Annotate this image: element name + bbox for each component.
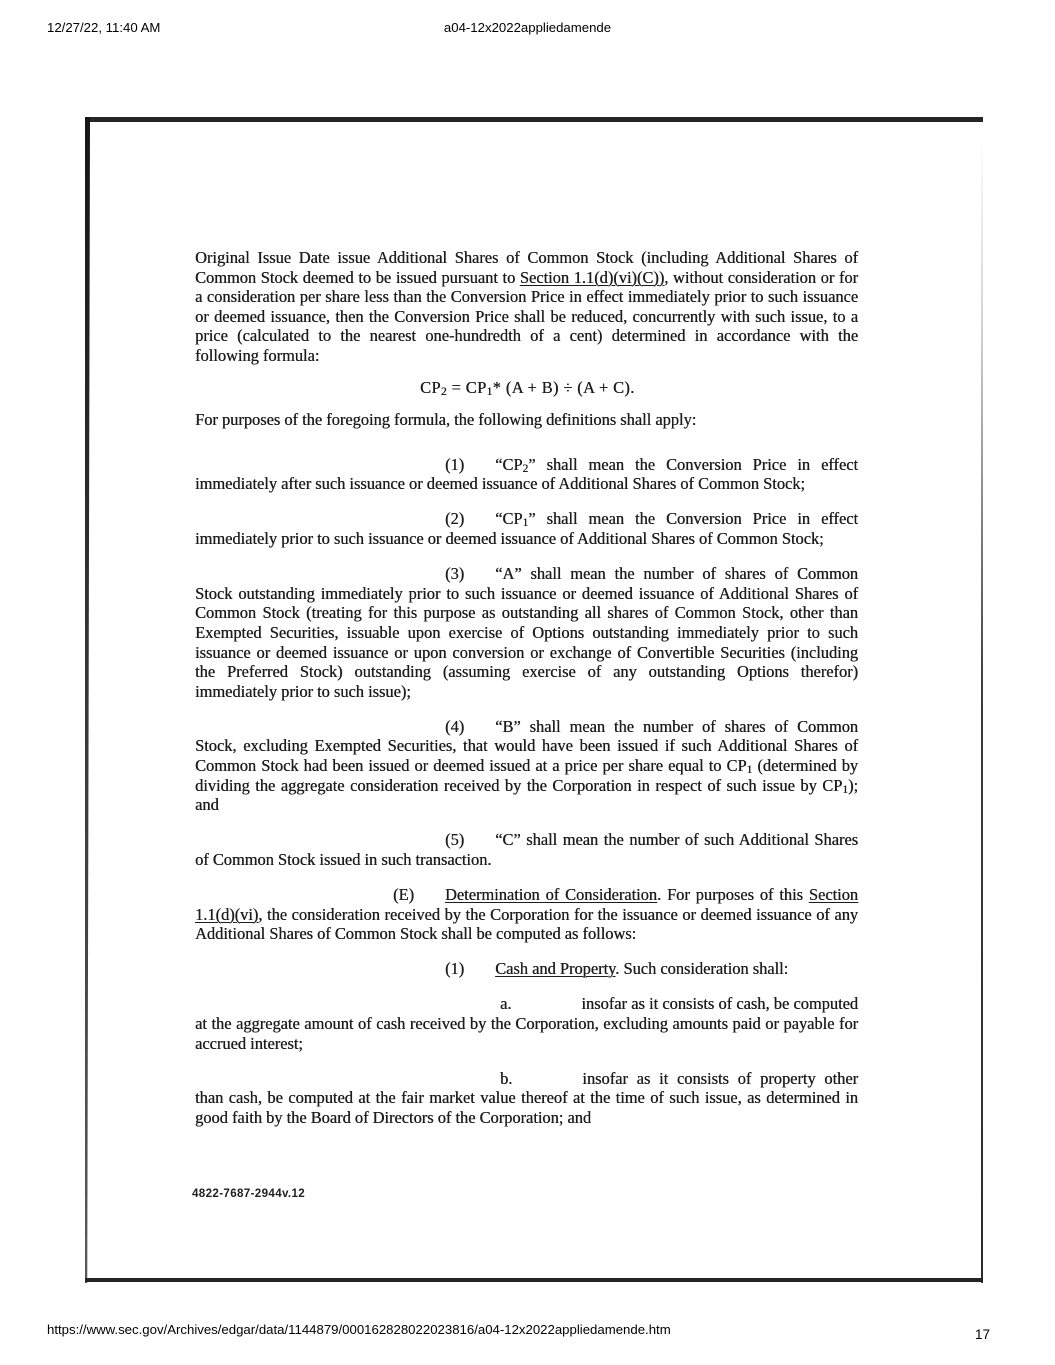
text-run: ” shall mean the Conversion Price in effect immediately prior to such issuance or deemed issuance of Additional Shares of Common Stock; (195, 509, 858, 549)
text-run: (3) (445, 564, 465, 584)
subscript: 2 (522, 462, 529, 475)
text-run: “B” shall mean the number of shares of Common Stock, excluding Exempted Securities, that would have been issued if such Additional Shares of Common Stock had been issued or deemed issued at a price per share equal to CP (195, 716, 858, 775)
print-header-title: a04-12x2022appliedamende (443, 20, 612, 35)
definition-cp2 (195, 455, 858, 494)
conversion-price-formula (195, 378, 858, 398)
text-run: (2) (445, 509, 465, 529)
underlined-reference: Section 1.1(d)(vi)(C)) (519, 267, 665, 287)
subscript: 1 (522, 517, 529, 530)
text-run: insofar as it consists of property other than cash, be computed at the fair market value thereof at the time of such issue, as determined in good faith by the Board of Directors of the Corporation; and (195, 1068, 858, 1127)
text-run: “CP (495, 454, 523, 474)
text-run: a. (500, 994, 512, 1014)
underlined-reference: Cash and Property (495, 959, 616, 979)
page-border-left (85, 117, 90, 1283)
cash-and-property (195, 959, 858, 979)
subscript: 1 (842, 783, 848, 796)
underlined-reference: Section 1.1(d)(vi) (195, 884, 858, 924)
subscript: 1 (746, 763, 753, 776)
page-border-top (85, 117, 983, 122)
text-run: (4) (445, 716, 465, 736)
text-run: (1) (445, 454, 465, 474)
determination-of-consideration (195, 885, 858, 944)
text-run: For purposes of the foregoing formula, the following definitions shall apply: (195, 410, 697, 430)
definition-c (195, 830, 858, 869)
subscript: 1 (486, 386, 493, 399)
text-run: . For purposes of this (656, 884, 809, 904)
definition-a (195, 564, 858, 701)
text-run: “C” shall mean the number of such Additional Shares of Common Stock issued in such transaction. (195, 830, 858, 869)
text-run: “CP (495, 509, 523, 529)
text-run: (determined by dividing the aggregate consideration received by the Corporation in respect of such issue by CP (195, 755, 858, 795)
definition-cp1 (195, 509, 858, 548)
document-body (195, 248, 858, 1143)
text-run: (E) (393, 884, 414, 904)
text-run: CP (420, 378, 441, 398)
text-run: b. (500, 1068, 513, 1088)
intro-paragraph (195, 248, 858, 366)
text-run: (1) (445, 959, 465, 979)
print-footer-page-number: 17 (974, 1327, 990, 1342)
text-run: “A” shall mean the number of shares of Common Stock outstanding immediately prior to such issuance or deemed issuance of Additional Shares of Common Stock (treating for this purpose as outstanding all shares of Common Stock, other than Exempted Securities, issuable upon exercise of Options outstanding immediately prior to such issuance or deemed issuance or upon conversion or exchange of Convertible Securities (including the Preferred Stock) outstanding (assuming exercise of any outstanding Options therefor) immediately prior to such issue); (195, 564, 858, 701)
text-run: . Such consideration shall: (615, 959, 789, 979)
page-border-bottom (85, 1278, 983, 1282)
subscript: 2 (440, 386, 447, 399)
underlined-reference: Determination of Consideration (444, 884, 657, 904)
text-run: insofar as it consists of cash, be computed at the aggregate amount of cash received by the Corporation, excluding amounts paid or payable for accrued interest; (195, 994, 858, 1053)
text-run: ); and (195, 775, 858, 815)
definitions-lead-in (195, 410, 858, 430)
text-run: * (A + B) ÷ (A + C). (492, 378, 635, 398)
text-run: , the consideration received by the Corporation for the issuance or deemed issuance of any Additional Shares of Common Stock shall be computed as follows: (195, 904, 858, 944)
document-control-number: 4822-7687-2944v.12 (192, 1187, 306, 1200)
cash-clause-a (195, 994, 858, 1053)
print-footer-url: https://www.sec.gov/Archives/edgar/data/1144879/000162828022023816/a04-12x2022appliedamende.htm (47, 1322, 671, 1337)
print-header-datetime: 12/27/22, 11:40 AM (47, 20, 161, 35)
definition-b (195, 717, 858, 815)
text-run: (5) (445, 830, 465, 850)
text-run: = CP (447, 378, 487, 398)
text-run: ” shall mean the Conversion Price in effect immediately after such issuance or deemed issuance of Additional Shares of Common Stock; (195, 454, 858, 494)
page-border-right (981, 135, 983, 1283)
text-run: Original Issue Date issue Additional Shares of Common Stock (including Additional Shares of Common Stock deemed to be issued pursuant to (195, 248, 858, 287)
property-clause-b (195, 1069, 858, 1128)
text-run: , without consideration or for a consideration per share less than the Conversion Price in effect immediately prior to such issuance or deemed issuance, then the Conversion Price shall be reduced, concurrently with such issue, to a price (calculated to the nearest one-hundredth of a cent) determined in accordance with the following formula: (195, 267, 858, 365)
